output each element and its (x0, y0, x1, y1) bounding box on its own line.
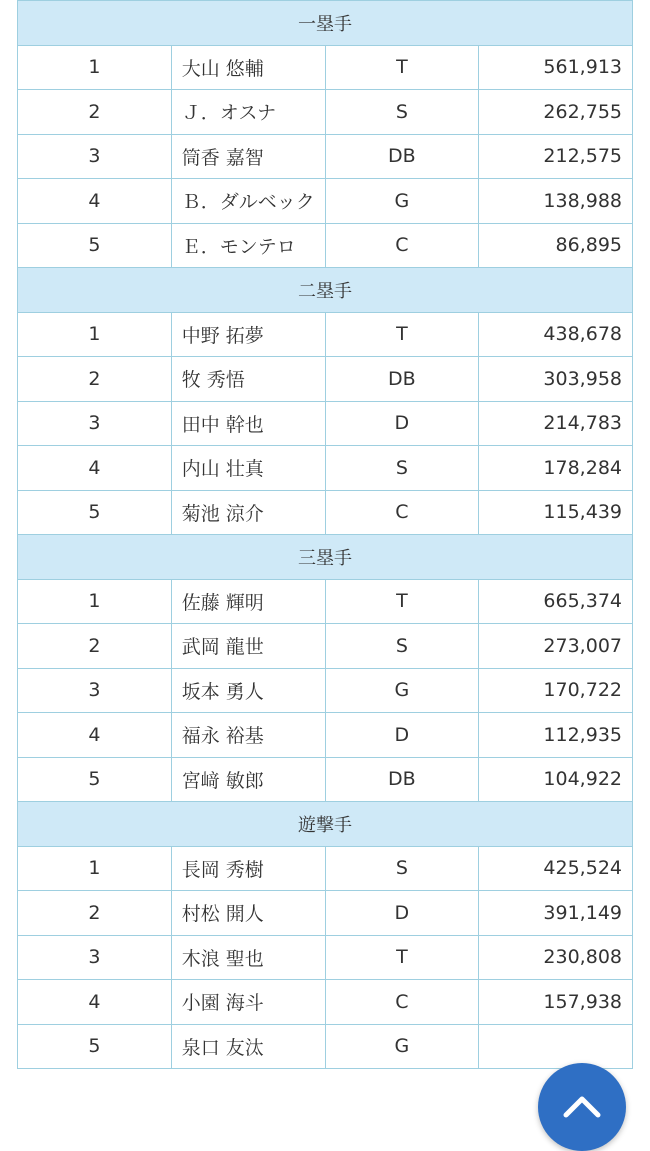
player-name-cell: 村松 開人 (171, 891, 325, 936)
votes-cell: 561,913 (479, 45, 633, 90)
table-body (18, 1, 633, 1069)
votes-cell: 262,755 (479, 90, 633, 135)
team-cell: G (325, 179, 479, 224)
chevron-up-icon (562, 1091, 602, 1121)
team-cell: D (325, 713, 479, 758)
team-cell: G (325, 1024, 479, 1069)
rank-cell: 1 (18, 45, 172, 90)
rank-cell: 3 (18, 668, 172, 713)
player-name-cell: 小園 海斗 (171, 980, 325, 1025)
team-cell: T (325, 312, 479, 357)
player-name-cell: Ｅ．モンテロ (171, 223, 325, 268)
player-name-cell: 宮﨑 敏郎 (171, 757, 325, 802)
votes-cell: 230,808 (479, 935, 633, 980)
player-name-cell: 中野 拓夢 (171, 312, 325, 357)
player-name-cell: 筒香 嘉智 (171, 134, 325, 179)
team-cell: T (325, 935, 479, 980)
votes-cell: 214,783 (479, 401, 633, 446)
table-row (18, 935, 633, 980)
table-row (18, 846, 633, 891)
section-header-row (18, 1, 633, 46)
table-row (18, 980, 633, 1025)
rank-cell: 1 (18, 846, 172, 891)
table-row (18, 357, 633, 402)
table-row (18, 90, 633, 135)
table-row (18, 134, 633, 179)
rank-cell: 5 (18, 223, 172, 268)
votes-cell: 170,722 (479, 668, 633, 713)
position-heading: 一塁手 (18, 1, 633, 46)
team-cell: S (325, 446, 479, 491)
votes-cell: 138,988 (479, 179, 633, 224)
team-cell: T (325, 579, 479, 624)
votes-cell: 86,895 (479, 223, 633, 268)
team-cell: T (325, 45, 479, 90)
votes-cell: 665,374 (479, 579, 633, 624)
player-name-cell: 坂本 勇人 (171, 668, 325, 713)
table-row (18, 490, 633, 535)
table-row (18, 401, 633, 446)
team-cell: DB (325, 357, 479, 402)
player-name-cell: 佐藤 輝明 (171, 579, 325, 624)
player-name-cell: 田中 幹也 (171, 401, 325, 446)
vote-ranking-table (17, 0, 633, 1069)
rank-cell: 4 (18, 980, 172, 1025)
team-cell: S (325, 624, 479, 669)
rank-cell: 4 (18, 713, 172, 758)
position-heading: 遊撃手 (18, 802, 633, 847)
table-row (18, 713, 633, 758)
rank-cell: 2 (18, 357, 172, 402)
rank-cell: 5 (18, 490, 172, 535)
votes-cell: 178,284 (479, 446, 633, 491)
player-name-cell: 長岡 秀樹 (171, 846, 325, 891)
table-row (18, 312, 633, 357)
table-row (18, 1024, 633, 1069)
position-heading: 二塁手 (18, 268, 633, 313)
table-row (18, 624, 633, 669)
table-row (18, 179, 633, 224)
rank-cell: 3 (18, 401, 172, 446)
votes-cell: 391,149 (479, 891, 633, 936)
player-name-cell: Ｊ．オスナ (171, 90, 325, 135)
player-name-cell: 福永 裕基 (171, 713, 325, 758)
rank-cell: 4 (18, 179, 172, 224)
rank-cell: 4 (18, 446, 172, 491)
player-name-cell: Ｂ．ダルベック (171, 179, 325, 224)
position-heading: 三塁手 (18, 535, 633, 580)
votes-cell: 438,678 (479, 312, 633, 357)
votes-cell: 273,007 (479, 624, 633, 669)
table-row (18, 579, 633, 624)
votes-cell: 425,524 (479, 846, 633, 891)
rank-cell: 2 (18, 891, 172, 936)
player-name-cell: 泉口 友汰 (171, 1024, 325, 1069)
rank-cell: 2 (18, 90, 172, 135)
votes-cell: 157,938 (479, 980, 633, 1025)
team-cell: D (325, 401, 479, 446)
table-row (18, 446, 633, 491)
section-header-row (18, 535, 633, 580)
team-cell: C (325, 490, 479, 535)
team-cell: D (325, 891, 479, 936)
table-row (18, 223, 633, 268)
table-row (18, 757, 633, 802)
rank-cell: 5 (18, 757, 172, 802)
table-row (18, 45, 633, 90)
votes-cell: 112,935 (479, 713, 633, 758)
section-header-row (18, 802, 633, 847)
rank-cell: 1 (18, 579, 172, 624)
team-cell: C (325, 980, 479, 1025)
player-name-cell: 内山 壮真 (171, 446, 325, 491)
player-name-cell: 牧 秀悟 (171, 357, 325, 402)
scroll-to-top-button[interactable] (538, 1063, 626, 1151)
section-header-row (18, 268, 633, 313)
table-row (18, 668, 633, 713)
team-cell: DB (325, 757, 479, 802)
team-cell: C (325, 223, 479, 268)
table-row (18, 891, 633, 936)
player-name-cell: 菊池 涼介 (171, 490, 325, 535)
votes-cell: 115,439 (479, 490, 633, 535)
team-cell: G (325, 668, 479, 713)
player-name-cell: 武岡 龍世 (171, 624, 325, 669)
rank-cell: 1 (18, 312, 172, 357)
votes-cell: 212,575 (479, 134, 633, 179)
team-cell: DB (325, 134, 479, 179)
player-name-cell: 木浪 聖也 (171, 935, 325, 980)
team-cell: S (325, 846, 479, 891)
player-name-cell: 大山 悠輔 (171, 45, 325, 90)
team-cell: S (325, 90, 479, 135)
votes-cell: 303,958 (479, 357, 633, 402)
votes-cell (479, 1024, 633, 1069)
rank-cell: 2 (18, 624, 172, 669)
rank-cell: 3 (18, 134, 172, 179)
rank-cell: 3 (18, 935, 172, 980)
votes-cell: 104,922 (479, 757, 633, 802)
rank-cell: 5 (18, 1024, 172, 1069)
